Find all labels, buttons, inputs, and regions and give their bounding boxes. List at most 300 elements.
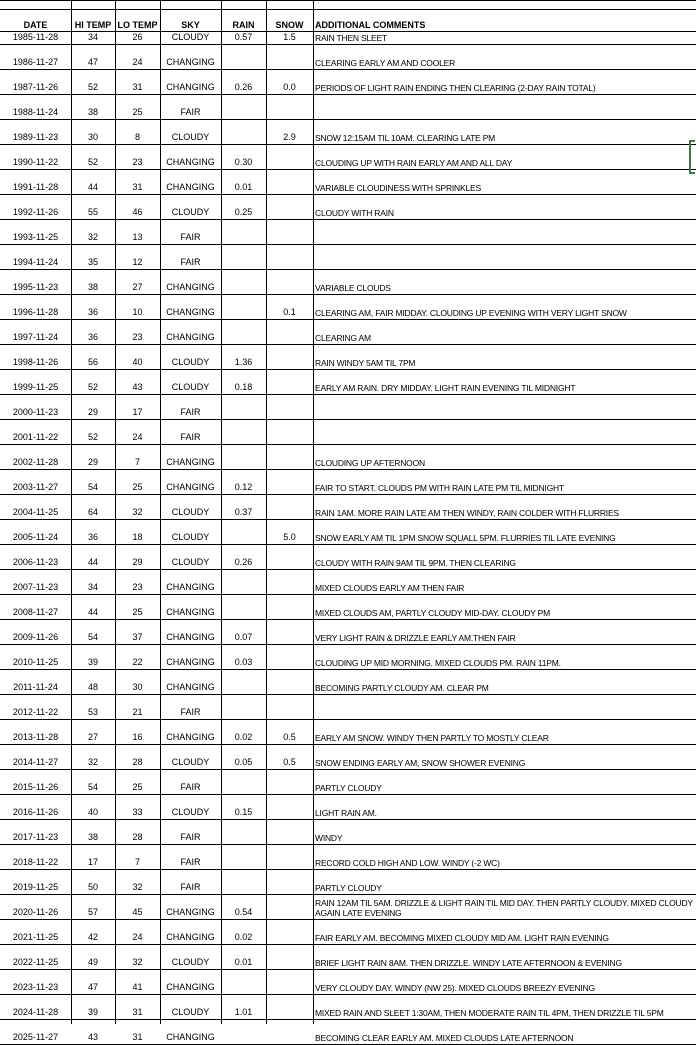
lo-temp-cell[interactable]: 31 [115, 1020, 160, 1045]
date-cell[interactable]: 1988-11-24 [0, 95, 71, 120]
comments-cell[interactable] [313, 695, 696, 720]
sky-cell[interactable]: CLOUDY [160, 745, 221, 770]
hi-temp-cell[interactable]: 54 [71, 620, 115, 645]
date-cell[interactable]: 1996-11-28 [0, 295, 71, 320]
rain-cell[interactable] [221, 670, 266, 695]
date-cell[interactable]: 1992-11-26 [0, 195, 71, 220]
sky-cell[interactable]: FAIR [160, 820, 221, 845]
hi-temp-cell[interactable]: 44 [71, 170, 115, 195]
sky-cell[interactable]: CHANGING [160, 320, 221, 345]
date-cell[interactable]: 2017-11-23 [0, 820, 71, 845]
sky-cell[interactable]: CLOUDY [160, 32, 221, 45]
date-cell[interactable]: 1985-11-28 [0, 32, 71, 45]
snow-cell[interactable] [266, 845, 313, 870]
hi-temp-cell[interactable]: 49 [71, 945, 115, 970]
rain-cell[interactable] [221, 845, 266, 870]
hi-temp-cell[interactable]: 52 [71, 145, 115, 170]
date-cell[interactable]: 1998-11-26 [0, 345, 71, 370]
date-cell[interactable]: 1994-11-24 [0, 245, 71, 270]
table-row [0, 695, 696, 720]
lo-temp-cell[interactable]: 31 [115, 995, 160, 1020]
hi-temp-cell[interactable]: 32 [71, 220, 115, 245]
comments-cell[interactable]: RECORD COLD HIGH AND LOW. WINDY (-2 WC) [313, 845, 696, 870]
comments-cell[interactable] [313, 245, 696, 270]
date-cell[interactable]: 2016-11-26 [0, 795, 71, 820]
rain-cell[interactable] [221, 270, 266, 295]
date-cell[interactable]: 2013-11-28 [0, 720, 71, 745]
date-cell[interactable]: 2019-11-25 [0, 870, 71, 895]
rain-cell[interactable] [221, 420, 266, 445]
snow-cell[interactable] [266, 495, 313, 520]
comments-cell[interactable]: VARIABLE CLOUDINESS WITH SPRINKLES [313, 170, 696, 195]
comments-cell[interactable]: SNOW 12:15AM TIL 10AM. CLEARING LATE PM [313, 120, 696, 145]
comments-cell[interactable]: PERIODS OF LIGHT RAIN ENDING THEN CLEARING (2-DAY RAIN TOTAL) [313, 70, 696, 95]
snow-cell[interactable] [266, 470, 313, 495]
lo-temp-cell[interactable]: 24 [115, 45, 160, 70]
hi-temp-cell[interactable]: 27 [71, 720, 115, 745]
rain-cell[interactable]: 0.02 [221, 720, 266, 745]
table-row [0, 595, 696, 620]
snow-cell[interactable] [266, 195, 313, 220]
comments-cell[interactable]: PARTLY CLOUDY [313, 870, 696, 895]
header-lo-temp[interactable]: LO TEMP [115, 18, 160, 32]
hi-temp-cell[interactable]: 44 [71, 595, 115, 620]
sheet-upper-gridline [0, 9, 696, 10]
date-cell[interactable]: 2020-11-26 [0, 895, 71, 920]
comments-cell[interactable]: EARLY AM SNOW. WINDY THEN PARTLY TO MOSTLY CLEAR [313, 720, 696, 745]
date-cell[interactable]: 1993-11-25 [0, 220, 71, 245]
snow-cell[interactable]: 0.0 [266, 70, 313, 95]
hi-temp-cell[interactable]: 32 [71, 745, 115, 770]
hi-temp-cell[interactable]: 29 [71, 445, 115, 470]
lo-temp-cell[interactable]: 23 [115, 570, 160, 595]
sky-cell[interactable]: FAIR [160, 770, 221, 795]
lo-temp-cell[interactable]: 30 [115, 670, 160, 695]
date-cell[interactable]: 2002-11-28 [0, 445, 71, 470]
comments-cell[interactable]: FAIR EARLY AM. BECOMING MIXED CLOUDY MID AM. LIGHT RAIN EVENING [313, 920, 696, 945]
rain-cell[interactable] [221, 1020, 266, 1045]
header-date[interactable]: DATE [0, 18, 71, 32]
sky-cell[interactable]: CHANGING [160, 470, 221, 495]
header-sky[interactable]: SKY [160, 18, 221, 32]
lo-temp-cell[interactable]: 13 [115, 220, 160, 245]
comments-cell[interactable]: RAIN 1AM. MORE RAIN LATE AM THEN WINDY, RAIN COLDER WITH FLURRIES [313, 495, 696, 520]
snow-cell[interactable] [266, 570, 313, 595]
lo-temp-cell[interactable]: 32 [115, 870, 160, 895]
sky-cell[interactable]: CLOUDY [160, 795, 221, 820]
snow-cell[interactable] [266, 1020, 313, 1045]
hi-temp-cell[interactable]: 43 [71, 1020, 115, 1045]
snow-cell[interactable] [266, 970, 313, 995]
comments-cell[interactable] [313, 220, 696, 245]
rain-cell[interactable] [221, 870, 266, 895]
lo-temp-cell[interactable]: 33 [115, 795, 160, 820]
sky-cell[interactable]: FAIR [160, 220, 221, 245]
lo-temp-cell[interactable]: 45 [115, 895, 160, 920]
hi-temp-cell[interactable]: 36 [71, 320, 115, 345]
lo-temp-cell[interactable]: 21 [115, 695, 160, 720]
snow-cell[interactable] [266, 820, 313, 845]
hi-temp-cell[interactable]: 48 [71, 670, 115, 695]
snow-cell[interactable]: 0.5 [266, 745, 313, 770]
sky-cell[interactable]: CLOUDY [160, 495, 221, 520]
date-cell[interactable]: 2022-11-25 [0, 945, 71, 970]
hi-temp-cell[interactable]: 29 [71, 395, 115, 420]
rain-cell[interactable]: 0.12 [221, 470, 266, 495]
snow-cell[interactable]: 0.1 [266, 295, 313, 320]
rain-cell[interactable]: 1.36 [221, 345, 266, 370]
hi-temp-cell[interactable]: 38 [71, 95, 115, 120]
comments-cell[interactable]: WINDY [313, 820, 696, 845]
comments-cell[interactable]: VERY LIGHT RAIN & DRIZZLE EARLY AM.THEN FAIR [313, 620, 696, 645]
comments-cell[interactable]: MIXED CLOUDS AM, PARTLY CLOUDY MID-DAY. CLOUDY PM [313, 595, 696, 620]
comments-cell[interactable]: RAIN WINDY 5AM TIL 7PM [313, 345, 696, 370]
comments-cell[interactable] [313, 395, 696, 420]
comments-cell[interactable]: VERY CLOUDY DAY. WINDY (NW 25). MIXED CLOUDS BREEZY EVENING [313, 970, 696, 995]
sky-cell[interactable]: CHANGING [160, 1020, 221, 1045]
lo-temp-cell[interactable]: 25 [115, 470, 160, 495]
hi-temp-cell[interactable]: 52 [71, 70, 115, 95]
rain-cell[interactable]: 0.37 [221, 495, 266, 520]
snow-cell[interactable] [266, 595, 313, 620]
hi-temp-cell[interactable]: 54 [71, 470, 115, 495]
date-cell[interactable]: 2021-11-25 [0, 920, 71, 945]
sky-cell[interactable]: FAIR [160, 395, 221, 420]
sky-cell[interactable]: CLOUDY [160, 345, 221, 370]
lo-temp-cell[interactable]: 23 [115, 145, 160, 170]
date-cell[interactable]: 2023-11-23 [0, 970, 71, 995]
lo-temp-cell[interactable]: 7 [115, 445, 160, 470]
sky-cell[interactable]: CHANGING [160, 170, 221, 195]
sky-cell[interactable]: CHANGING [160, 45, 221, 70]
hi-temp-cell[interactable]: 38 [71, 270, 115, 295]
date-cell[interactable]: 2006-11-23 [0, 545, 71, 570]
sky-cell[interactable]: CHANGING [160, 670, 221, 695]
rain-cell[interactable] [221, 820, 266, 845]
table-row [0, 345, 696, 370]
header-snow[interactable]: SNOW [266, 18, 313, 32]
snow-cell[interactable] [266, 545, 313, 570]
lo-temp-cell[interactable]: 23 [115, 320, 160, 345]
sky-cell[interactable]: FAIR [160, 95, 221, 120]
date-cell[interactable]: 2003-11-27 [0, 470, 71, 495]
rain-cell[interactable]: 0.30 [221, 145, 266, 170]
rain-cell[interactable] [221, 245, 266, 270]
sky-cell[interactable]: CHANGING [160, 720, 221, 745]
lo-temp-cell[interactable]: 31 [115, 170, 160, 195]
hi-temp-cell[interactable]: 50 [71, 870, 115, 895]
sky-cell[interactable]: FAIR [160, 845, 221, 870]
snow-cell[interactable] [266, 795, 313, 820]
sky-cell[interactable]: FAIR [160, 420, 221, 445]
comments-cell[interactable]: LIGHT RAIN AM. [313, 795, 696, 820]
date-cell[interactable]: 2018-11-22 [0, 845, 71, 870]
sky-cell[interactable]: CLOUDY [160, 995, 221, 1020]
lo-temp-cell[interactable]: 25 [115, 595, 160, 620]
snow-cell[interactable] [266, 995, 313, 1020]
comments-cell[interactable]: RAIN THEN SLEET [313, 32, 696, 45]
comments-cell[interactable]: CLEARING AM, FAIR MIDDAY. CLOUDING UP EVENING WITH VERY LIGHT SNOW [313, 295, 696, 320]
snow-cell[interactable] [266, 245, 313, 270]
snow-cell[interactable] [266, 445, 313, 470]
lo-temp-cell[interactable]: 17 [115, 395, 160, 420]
date-cell[interactable]: 1995-11-23 [0, 270, 71, 295]
comments-cell[interactable] [313, 420, 696, 445]
sky-cell[interactable]: CLOUDY [160, 195, 221, 220]
header-hi-temp[interactable]: HI TEMP [71, 18, 115, 32]
rain-cell[interactable] [221, 445, 266, 470]
hi-temp-cell[interactable]: 39 [71, 645, 115, 670]
date-cell[interactable]: 2001-11-22 [0, 420, 71, 445]
rain-cell[interactable]: 0.01 [221, 945, 266, 970]
date-cell[interactable]: 1989-11-23 [0, 120, 71, 145]
snow-cell[interactable] [266, 420, 313, 445]
date-cell[interactable]: 2009-11-26 [0, 620, 71, 645]
sky-cell[interactable]: FAIR [160, 695, 221, 720]
lo-temp-cell[interactable]: 37 [115, 620, 160, 645]
hi-temp-cell[interactable]: 34 [71, 570, 115, 595]
snow-cell[interactable] [266, 220, 313, 245]
lo-temp-cell[interactable]: 27 [115, 270, 160, 295]
rain-cell[interactable]: 0.18 [221, 370, 266, 395]
lo-temp-cell[interactable]: 7 [115, 845, 160, 870]
snow-cell[interactable] [266, 345, 313, 370]
rain-cell[interactable] [221, 520, 266, 545]
sky-cell[interactable]: FAIR [160, 870, 221, 895]
lo-temp-cell[interactable]: 32 [115, 495, 160, 520]
snow-cell[interactable] [266, 645, 313, 670]
comments-cell[interactable]: BECOMING PARTLY CLOUDY AM. CLEAR PM [313, 670, 696, 695]
sky-cell[interactable]: CLOUDY [160, 370, 221, 395]
sky-cell[interactable]: CHANGING [160, 145, 221, 170]
snow-cell[interactable] [266, 95, 313, 120]
lo-temp-cell[interactable]: 41 [115, 970, 160, 995]
lo-temp-cell[interactable]: 16 [115, 720, 160, 745]
rain-cell[interactable] [221, 220, 266, 245]
hi-temp-cell[interactable]: 47 [71, 45, 115, 70]
hi-temp-cell[interactable]: 36 [71, 520, 115, 545]
snow-cell[interactable]: 1.5 [266, 32, 313, 45]
sky-cell[interactable]: FAIR [160, 245, 221, 270]
rain-cell[interactable] [221, 770, 266, 795]
comments-cell[interactable]: EARLY AM RAIN. DRY MIDDAY. LIGHT RAIN EVENING TIL MIDNIGHT [313, 370, 696, 395]
date-cell[interactable]: 2010-11-25 [0, 645, 71, 670]
lo-temp-cell[interactable]: 8 [115, 120, 160, 145]
sky-cell[interactable]: CHANGING [160, 295, 221, 320]
rain-cell[interactable]: 0.02 [221, 920, 266, 945]
sky-cell[interactable]: CHANGING [160, 570, 221, 595]
hi-temp-cell[interactable]: 38 [71, 820, 115, 845]
snow-cell[interactable] [266, 170, 313, 195]
hi-temp-cell[interactable]: 44 [71, 545, 115, 570]
snow-cell[interactable] [266, 895, 313, 920]
comments-cell[interactable]: RAIN 12AM TIL 5AM. DRIZZLE & LIGHT RAIN TIL MID DAY. THEN PARTLY CLOUDY. MIXED CLOUDY AGAIN LATE EVENING [313, 895, 696, 920]
sky-cell[interactable]: CHANGING [160, 595, 221, 620]
hi-temp-cell[interactable]: 64 [71, 495, 115, 520]
comments-cell[interactable]: PARTLY CLOUDY [313, 770, 696, 795]
sky-cell[interactable]: CHANGING [160, 970, 221, 995]
comments-cell[interactable]: CLEARING EARLY AM AND COOLER [313, 45, 696, 70]
snow-cell[interactable] [266, 620, 313, 645]
date-cell[interactable]: 1991-11-28 [0, 170, 71, 195]
hi-temp-cell[interactable]: 52 [71, 420, 115, 445]
date-cell[interactable]: 2011-11-24 [0, 670, 71, 695]
sky-cell[interactable]: CHANGING [160, 270, 221, 295]
sky-cell[interactable]: CHANGING [160, 70, 221, 95]
date-cell[interactable]: 1987-11-26 [0, 70, 71, 95]
lo-temp-cell[interactable]: 32 [115, 945, 160, 970]
snow-cell[interactable] [266, 770, 313, 795]
sky-cell[interactable]: CHANGING [160, 920, 221, 945]
comments-cell[interactable]: BRIEF LIGHT RAIN 8AM. THEN DRIZZLE. WINDY LATE AFTERNOON & EVENING [313, 945, 696, 970]
comments-cell[interactable]: CLOUDY WITH RAIN 9AM TIL 9PM. THEN CLEARING [313, 545, 696, 570]
lo-temp-cell[interactable]: 25 [115, 770, 160, 795]
snow-cell[interactable] [266, 370, 313, 395]
comments-cell[interactable]: MIXED RAIN AND SLEET 1:30AM, THEN MODERATE RAIN TIL 4PM, THEN DRIZZLE TIL 5PM [313, 995, 696, 1020]
date-cell[interactable]: 1986-11-27 [0, 45, 71, 70]
hi-temp-cell[interactable]: 39 [71, 995, 115, 1020]
comments-cell[interactable]: CLOUDING UP MID MORNING. MIXED CLOUDS PM. RAIN 11PM. [313, 645, 696, 670]
comments-cell[interactable]: BECOMING CLEAR EARLY AM. MIXED CLOUDS LATE AFTERNOON [313, 1020, 696, 1045]
sky-cell[interactable]: CLOUDY [160, 945, 221, 970]
sky-cell[interactable]: CHANGING [160, 620, 221, 645]
snow-cell[interactable] [266, 670, 313, 695]
snow-cell[interactable]: 0.5 [266, 720, 313, 745]
lo-temp-cell[interactable]: 29 [115, 545, 160, 570]
rain-cell[interactable]: 0.26 [221, 70, 266, 95]
rain-cell[interactable] [221, 120, 266, 145]
hi-temp-cell[interactable]: 56 [71, 345, 115, 370]
lo-temp-cell[interactable]: 12 [115, 245, 160, 270]
rain-cell[interactable]: 0.25 [221, 195, 266, 220]
date-cell[interactable]: 2007-11-23 [0, 570, 71, 595]
lo-temp-cell[interactable]: 22 [115, 645, 160, 670]
date-cell[interactable]: 1999-11-25 [0, 370, 71, 395]
hi-temp-cell[interactable]: 53 [71, 695, 115, 720]
lo-temp-cell[interactable]: 10 [115, 295, 160, 320]
date-cell[interactable]: 1990-11-22 [0, 145, 71, 170]
rain-cell[interactable] [221, 395, 266, 420]
hi-temp-cell[interactable]: 34 [71, 32, 115, 45]
snow-cell[interactable] [266, 395, 313, 420]
snow-cell[interactable] [266, 920, 313, 945]
comments-cell[interactable]: CLOUDING UP WITH RAIN EARLY AM AND ALL DAY [313, 145, 696, 170]
lo-temp-cell[interactable]: 28 [115, 745, 160, 770]
rain-cell[interactable] [221, 570, 266, 595]
snow-cell[interactable] [266, 145, 313, 170]
header-rain[interactable]: RAIN [221, 18, 266, 32]
lo-temp-cell[interactable]: 31 [115, 70, 160, 95]
sky-cell[interactable]: CHANGING [160, 895, 221, 920]
header-comments[interactable]: ADDITIONAL COMMENTS [313, 18, 696, 32]
lo-temp-cell[interactable]: 25 [115, 95, 160, 120]
hi-temp-cell[interactable]: 55 [71, 195, 115, 220]
lo-temp-cell[interactable]: 18 [115, 520, 160, 545]
date-cell[interactable]: 1997-11-24 [0, 320, 71, 345]
comments-cell[interactable]: VARIABLE CLOUDS [313, 270, 696, 295]
hi-temp-cell[interactable]: 52 [71, 370, 115, 395]
hi-temp-cell[interactable]: 57 [71, 895, 115, 920]
lo-temp-cell[interactable]: 43 [115, 370, 160, 395]
hi-temp-cell[interactable]: 36 [71, 295, 115, 320]
rain-cell[interactable]: 0.57 [221, 32, 266, 45]
rain-cell[interactable] [221, 595, 266, 620]
snow-cell[interactable] [266, 945, 313, 970]
comments-cell[interactable]: SNOW ENDING EARLY AM, SNOW SHOWER EVENING [313, 745, 696, 770]
hi-temp-cell[interactable]: 35 [71, 245, 115, 270]
rain-cell[interactable]: 0.03 [221, 645, 266, 670]
rain-cell[interactable]: 0.07 [221, 620, 266, 645]
rain-cell[interactable]: 0.26 [221, 545, 266, 570]
lo-temp-cell[interactable]: 28 [115, 820, 160, 845]
sky-cell[interactable]: CHANGING [160, 645, 221, 670]
comments-cell[interactable]: CLEARING AM [313, 320, 696, 345]
snow-cell[interactable]: 5.0 [266, 520, 313, 545]
hi-temp-cell[interactable]: 17 [71, 845, 115, 870]
sky-cell[interactable]: CLOUDY [160, 120, 221, 145]
comments-cell[interactable]: SNOW EARLY AM TIL 1PM SNOW SQUALL 5PM. FLURRIES TIL LATE EVENING [313, 520, 696, 545]
rain-cell[interactable] [221, 95, 266, 120]
snow-cell[interactable] [266, 320, 313, 345]
comments-cell[interactable]: FAIR TO START. CLOUDS PM WITH RAIN LATE PM TIL MIDNIGHT [313, 470, 696, 495]
lo-temp-cell[interactable]: 26 [115, 32, 160, 45]
weather-table [0, 18, 696, 1045]
snow-cell[interactable] [266, 270, 313, 295]
rain-cell[interactable]: 0.01 [221, 170, 266, 195]
date-cell[interactable]: 2004-11-25 [0, 495, 71, 520]
hi-temp-cell[interactable]: 54 [71, 770, 115, 795]
sky-cell[interactable]: CLOUDY [160, 545, 221, 570]
snow-cell[interactable]: 2.9 [266, 120, 313, 145]
sky-cell[interactable]: CLOUDY [160, 520, 221, 545]
rain-cell[interactable]: 0.15 [221, 795, 266, 820]
lo-temp-cell[interactable]: 24 [115, 920, 160, 945]
date-cell[interactable]: 2014-11-27 [0, 745, 71, 770]
rain-cell[interactable]: 0.54 [221, 895, 266, 920]
hi-temp-cell[interactable]: 42 [71, 920, 115, 945]
comments-cell[interactable]: CLOUDY WITH RAIN [313, 195, 696, 220]
rain-cell[interactable]: 1.01 [221, 995, 266, 1020]
rain-cell[interactable] [221, 695, 266, 720]
date-cell[interactable]: 2015-11-26 [0, 770, 71, 795]
comments-cell[interactable]: CLOUDING UP AFTERNOON [313, 445, 696, 470]
date-cell[interactable]: 2005-11-24 [0, 520, 71, 545]
snow-cell[interactable] [266, 45, 313, 70]
rain-cell[interactable] [221, 45, 266, 70]
lo-temp-cell[interactable]: 46 [115, 195, 160, 220]
sky-cell[interactable]: CHANGING [160, 445, 221, 470]
rain-cell[interactable] [221, 320, 266, 345]
hi-temp-cell[interactable]: 30 [71, 120, 115, 145]
date-cell[interactable]: 2024-11-28 [0, 995, 71, 1020]
table-row [0, 295, 696, 320]
rain-cell[interactable]: 0.05 [221, 745, 266, 770]
date-cell[interactable]: 2008-11-27 [0, 595, 71, 620]
snow-cell[interactable] [266, 695, 313, 720]
hi-temp-cell[interactable]: 47 [71, 970, 115, 995]
date-cell[interactable]: 2012-11-22 [0, 695, 71, 720]
comments-cell[interactable]: MIXED CLOUDS EARLY AM THEN FAIR [313, 570, 696, 595]
snow-cell[interactable] [266, 870, 313, 895]
date-cell[interactable]: 2000-11-23 [0, 395, 71, 420]
rain-cell[interactable] [221, 295, 266, 320]
lo-temp-cell[interactable]: 40 [115, 345, 160, 370]
lo-temp-cell[interactable]: 24 [115, 420, 160, 445]
rain-cell[interactable] [221, 970, 266, 995]
hi-temp-cell[interactable]: 40 [71, 795, 115, 820]
comments-cell[interactable] [313, 95, 696, 120]
date-cell[interactable]: 2025-11-27 [0, 1020, 71, 1045]
